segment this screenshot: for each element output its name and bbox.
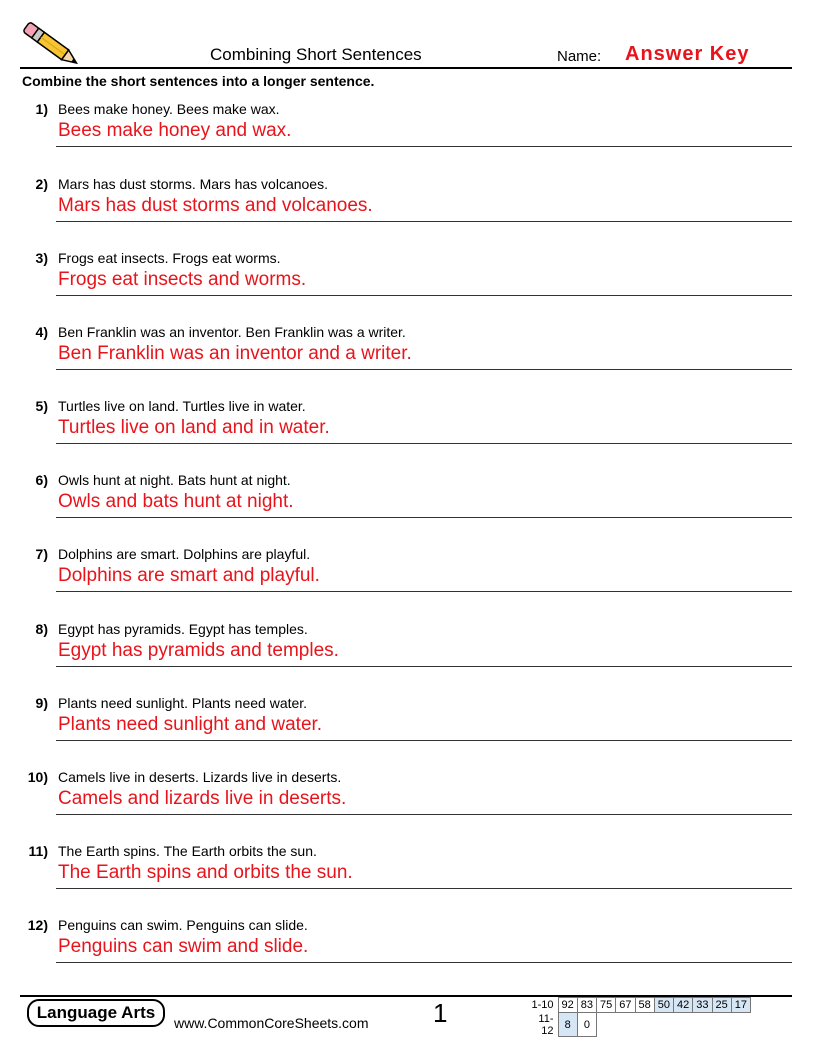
question-number: 12) <box>27 917 48 933</box>
answer-text: Plants need sunlight and water. <box>58 714 323 735</box>
score-row <box>528 1013 751 1037</box>
question-text: Ben Franklin was an inventor. Ben Franklin was a writer. <box>58 324 406 340</box>
score-cell: 42 <box>674 998 693 1013</box>
score-table <box>528 997 751 1037</box>
question-item <box>20 472 792 546</box>
instructions: Combine the short sentences into a longer sentence. <box>22 73 375 89</box>
question-item <box>20 546 792 620</box>
score-row-label: 11-12 <box>538 1012 554 1037</box>
answer-line <box>56 517 792 518</box>
answer-text: Egypt has pyramids and temples. <box>58 640 339 661</box>
answer-key-label: Answer Key <box>625 43 750 65</box>
answer-line <box>56 888 792 889</box>
answer-line <box>56 591 792 592</box>
question-number: 3) <box>35 250 48 266</box>
answer-line <box>56 666 792 667</box>
question-number: 1) <box>35 101 48 117</box>
pencil-icon <box>22 22 84 70</box>
question-number: 8) <box>35 621 48 637</box>
score-row <box>528 998 751 1013</box>
question-text: Frogs eat insects. Frogs eat worms. <box>58 250 281 266</box>
score-row-label: 1-10 <box>531 999 554 1011</box>
header-divider <box>20 67 792 69</box>
question-item <box>20 621 792 695</box>
score-cell: 58 <box>635 998 654 1013</box>
question-text: Bees make honey. Bees make wax. <box>58 101 280 117</box>
score-cell: 83 <box>577 998 596 1013</box>
question-number: 9) <box>35 695 48 711</box>
score-cell: 33 <box>693 998 712 1013</box>
question-item <box>20 176 792 250</box>
answer-line <box>56 146 792 147</box>
question-item <box>20 695 792 769</box>
score-cell: 67 <box>616 998 635 1013</box>
question-number: 11) <box>28 843 48 859</box>
question-item <box>20 769 792 843</box>
answer-line <box>56 295 792 296</box>
score-cell: 50 <box>654 998 673 1013</box>
question-number: 2) <box>35 176 48 192</box>
question-text: Penguins can swim. Penguins can slide. <box>58 917 308 933</box>
answer-line <box>56 740 792 741</box>
question-item <box>20 101 792 175</box>
worksheet-title: Combining Short Sentences <box>210 45 422 64</box>
question-text: Camels live in deserts. Lizards live in deserts. <box>58 769 342 785</box>
page-number: 1 <box>433 998 448 1028</box>
answer-line <box>56 369 792 370</box>
question-item <box>20 324 792 398</box>
answer-text: Turtles live on land and in water. <box>58 417 330 438</box>
answer-text: Frogs eat insects and worms. <box>58 269 307 290</box>
question-text: Owls hunt at night. Bats hunt at night. <box>58 472 291 488</box>
subject-badge: Language Arts <box>27 999 165 1027</box>
score-cell: 17 <box>731 998 750 1013</box>
question-item <box>20 250 792 324</box>
answer-text: Penguins can swim and slide. <box>58 936 309 957</box>
score-cell: 0 <box>577 1013 596 1037</box>
score-cell: 75 <box>597 998 616 1013</box>
question-text: Egypt has pyramids. Egypt has temples. <box>58 621 308 637</box>
answer-line <box>56 814 792 815</box>
question-item <box>20 917 792 991</box>
worksheet-header <box>20 18 792 70</box>
question-text: The Earth spins. The Earth orbits the sun. <box>58 843 317 859</box>
question-text: Mars has dust storms. Mars has volcanoes. <box>58 176 328 192</box>
question-item <box>20 398 792 472</box>
name-label: Name: <box>557 48 602 65</box>
answer-text: Dolphins are smart and playful. <box>58 565 320 586</box>
answer-line <box>56 221 792 222</box>
answer-text: Mars has dust storms and volcanoes. <box>58 195 373 216</box>
score-cell: 8 <box>558 1013 577 1037</box>
question-number: 4) <box>35 324 48 340</box>
question-text: Dolphins are smart. Dolphins are playful. <box>58 546 311 562</box>
question-number: 6) <box>35 472 48 488</box>
score-blank <box>597 1013 751 1037</box>
answer-line <box>56 962 792 963</box>
question-number: 7) <box>35 546 48 562</box>
question-text: Plants need sunlight. Plants need water. <box>58 695 308 711</box>
question-number: 10) <box>27 769 48 785</box>
answer-text: Owls and bats hunt at night. <box>58 491 294 512</box>
answer-text: Ben Franklin was an inventor and a writer. <box>58 343 412 364</box>
answer-text: The Earth spins and orbits the sun. <box>58 862 353 883</box>
score-cell: 92 <box>558 998 577 1013</box>
question-text: Turtles live on land. Turtles live in water. <box>58 398 306 414</box>
answer-text: Bees make honey and wax. <box>58 120 292 141</box>
question-item <box>20 843 792 917</box>
answer-line <box>56 443 792 444</box>
question-number: 5) <box>35 398 48 414</box>
answer-text: Camels and lizards live in deserts. <box>58 788 347 809</box>
score-cell: 25 <box>712 998 731 1013</box>
website-url: www.CommonCoreSheets.com <box>174 1015 369 1031</box>
